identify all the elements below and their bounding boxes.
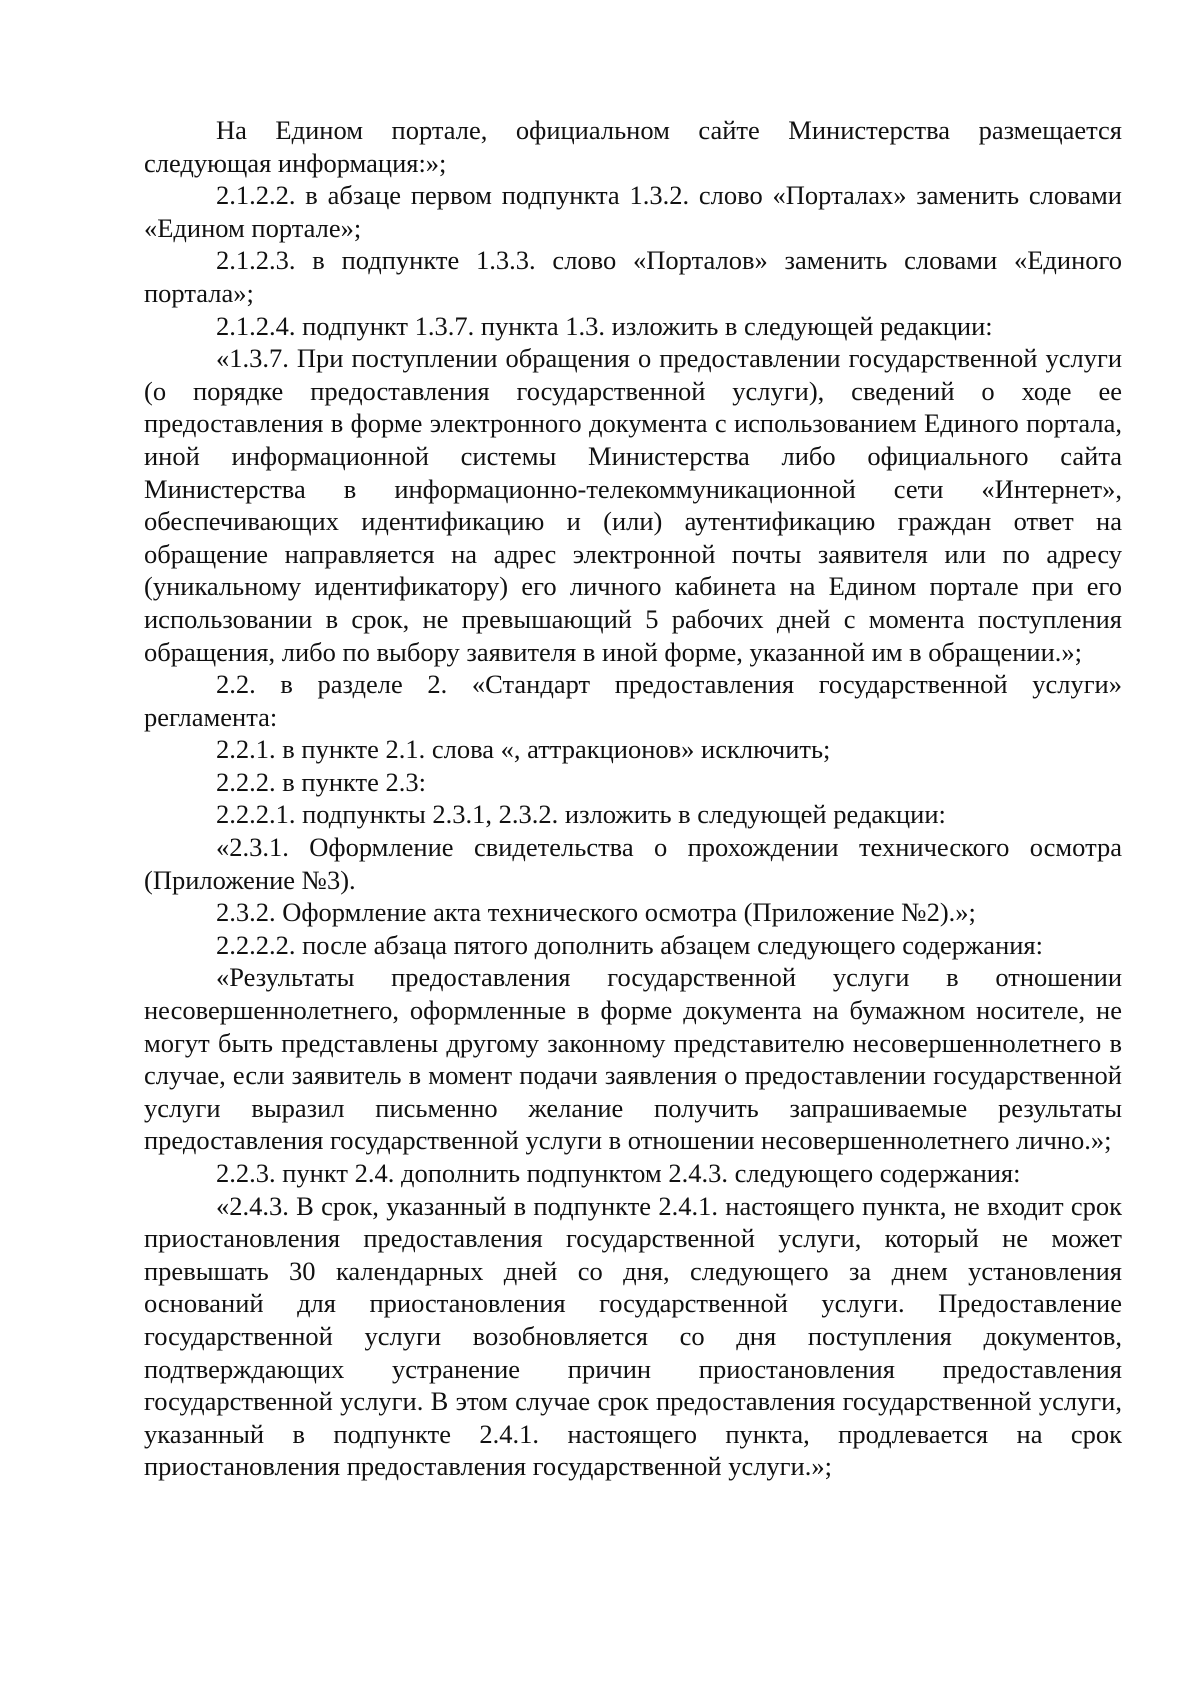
paragraph-results-text: «Результаты предоставления государственной услуги в отношении несовершеннолетнего, оформленные в форме документа на бумажном носителе, не могут быть представлены другому законному представителю несовершеннолетнего в случае, если заявитель в момент подачи заявления о предоставлении государственной услуги выразил письменно желание получить запрашиваемые результаты предоставления государственной услуги в отношении несовершеннолетнего лично.»; bbox=[144, 962, 1122, 1156]
paragraph-2-4-3-text: «2.4.3. В срок, указанный в подпункте 2.4.1. настоящего пункта, не входит срок приостановления предоставления государственной услуги, который не может превышать 30 календарных дней со дня, следующего за днем установления оснований для приостановления государственной услуги. Предоставление государственной услуги возобновляется со дня поступления документов, подтверждающих устранение причин приостановления предоставления государственной услуги. В этом случае срок предоставления государственной услуги, указанный в подпункте 2.4.1. настоящего пункта, продлевается на срок приостановления предоставления государственной услуги.»; bbox=[144, 1190, 1122, 1482]
paragraph-portal-info: На Едином портале, официальном сайте Министерства размещается следующая информация:»; bbox=[144, 115, 1122, 178]
paragraph-2-2: 2.2. в разделе 2. «Стандарт предоставления государственной услуги» регламента: bbox=[144, 669, 1122, 732]
document-page bbox=[144, 114, 1122, 1483]
paragraph-2-3-2-text: 2.3.2. Оформление акта технического осмотра (Приложение №2).»; bbox=[216, 897, 976, 928]
paragraph-2-2-2-2: 2.2.2.2. после абзаца пятого дополнить абзацем следующего содержания: bbox=[216, 929, 1043, 960]
paragraph-2-2-2: 2.2.2. в пункте 2.3: bbox=[216, 766, 426, 797]
paragraph-1-3-7-text: «1.3.7. При поступлении обращения о предоставлении государственной услуги (о порядке предоставления государственной услуги), сведений о ходе ее предоставления в форме электронного документа с использованием Единого портала, иной информационной системы Министерства либо официального сайта Министерства в информационно-телекоммуникационной сети «Интернет», обеспечивающих идентификацию и (или) аутентификацию граждан ответ на обращение направляется на адрес электронной почты заявителя или по адресу (уникальному идентификатору) его личного кабинета на Едином портале при его использовании в срок, не превышающий 5 рабочих дней с момента поступления обращения, либо по выбору заявителя в иной форме, указанной им в обращении.»; bbox=[144, 343, 1122, 667]
paragraph-2-2-1: 2.2.1. в пункте 2.1. слова «, аттракционов» исключить; bbox=[216, 734, 831, 765]
paragraph-2-1-2-2: 2.1.2.2. в абзаце первом подпункта 1.3.2. слово «Порталах» заменить словами «Едином портале»; bbox=[144, 180, 1122, 243]
paragraph-2-1-2-4: 2.1.2.4. подпункт 1.3.7. пункта 1.3. изложить в следующей редакции: bbox=[216, 310, 993, 341]
paragraph-2-2-3: 2.2.3. пункт 2.4. дополнить подпунктом 2.4.3. следующего содержания: bbox=[216, 1158, 1021, 1188]
paragraph-2-1-2-3: 2.1.2.3. в подпункте 1.3.3. слово «Порталов» заменить словами «Единого портала»; bbox=[144, 245, 1122, 308]
paragraph-2-3-1-text: «2.3.1. Оформление свидетельства о прохождении технического осмотра (Приложение №3). bbox=[144, 832, 1122, 895]
paragraph-2-2-2-1: 2.2.2.1. подпункты 2.3.1, 2.3.2. изложить в следующей редакции: bbox=[216, 799, 946, 830]
